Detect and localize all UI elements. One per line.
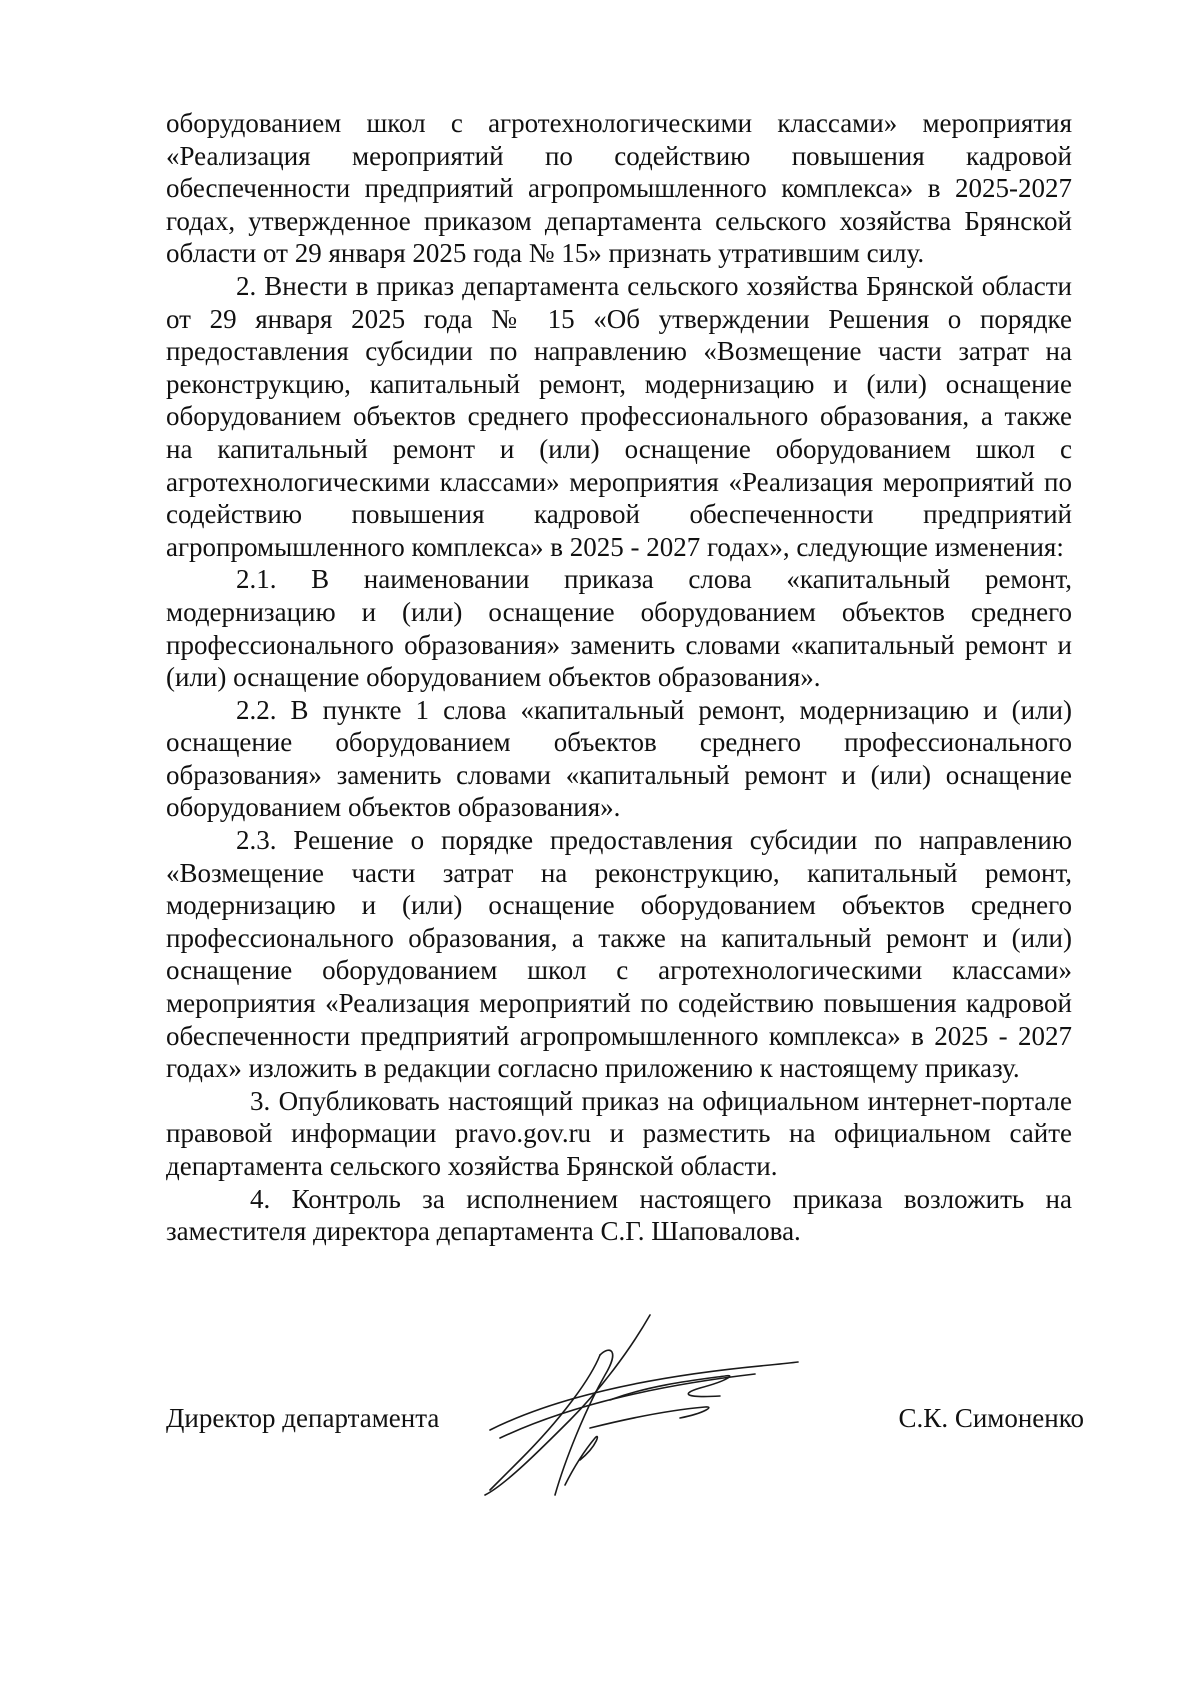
signature-block <box>166 1402 1084 1442</box>
paragraph-item-2-3: 2.3. Решение о порядке предоставления субсидии по направлению «Возмещение части затрат на реконструкцию, капитальный ремонт, модернизацию и (или) оснащение оборудованием объектов среднего профессионального образования, а также на капитальный ремонт и (или) оснащение оборудованием школ с агротехнологическими классами» мероприятия «Реализация мероприятий по содействию повышения кадровой обеспеченности предприятий агропромышленного комплекса» в 2025 - 2027 годах» изложить в редакции согласно приложению к настоящему приказу. <box>166 825 1072 1084</box>
document-body <box>166 107 1072 1248</box>
paragraph-item-2-1: 2.1. В наименовании приказа слова «капитальный ремонт, модернизацию и (или) оснащение оборудованием объектов среднего профессионального образования» заменить словами «капитальный ремонт и (или) оснащение оборудованием объектов образования». <box>166 564 1072 693</box>
paragraph-item-3: 3. Опубликовать настоящий приказ на официальном интернет-портале правовой информации pravo.gov.ru и разместить на официальном сайте департамента сельского хозяйства Брянской области. <box>166 1085 1072 1181</box>
paragraph-item-4: 4. Контроль за исполнением настоящего приказа возложить на заместителя директора департамента С.Г. Шаповалова. <box>166 1183 1072 1247</box>
paragraph-continued: оборудованием школ с агротехнологическими классами» мероприятия «Реализация мероприятий по содействию повышения кадровой обеспеченности предприятий агропромышленного комплекса» в 2025-2027 годах, утвержденное приказом департамента сельского хозяйства Брянской области от 29 января 2025 года № 15» признать утратившим силу. <box>166 108 1072 269</box>
paragraph-item-2-2: 2.2. В пункте 1 слова «капитальный ремонт, модернизацию и (или) оснащение оборудованием объектов среднего профессионального образования» заменить словами «капитальный ремонт и (или) оснащение оборудованием объектов образования». <box>166 694 1072 823</box>
paragraph-item-2: 2. Внести в приказ департамента сельского хозяйства Брянской области от 29 января 2025 года № 15 «Об утверждении Решения о порядке предоставления субсидии по направлению «Возмещение части затрат на реконструкцию, капитальный ремонт, модернизацию и (или) оснащение оборудованием объектов среднего профессионального образования, а также на капитальный ремонт и (или) оснащение оборудованием школ с агротехнологическими классами» мероприятия «Реализация мероприятий по содействию повышения кадровой обеспеченности предприятий агропромышленного комплекса» в 2025 - 2027 годах», следующие изменения: <box>166 270 1072 562</box>
signatory-name: С.К. Симоненко <box>898 1403 1084 1433</box>
signatory-title: Директор департамента <box>166 1403 440 1433</box>
